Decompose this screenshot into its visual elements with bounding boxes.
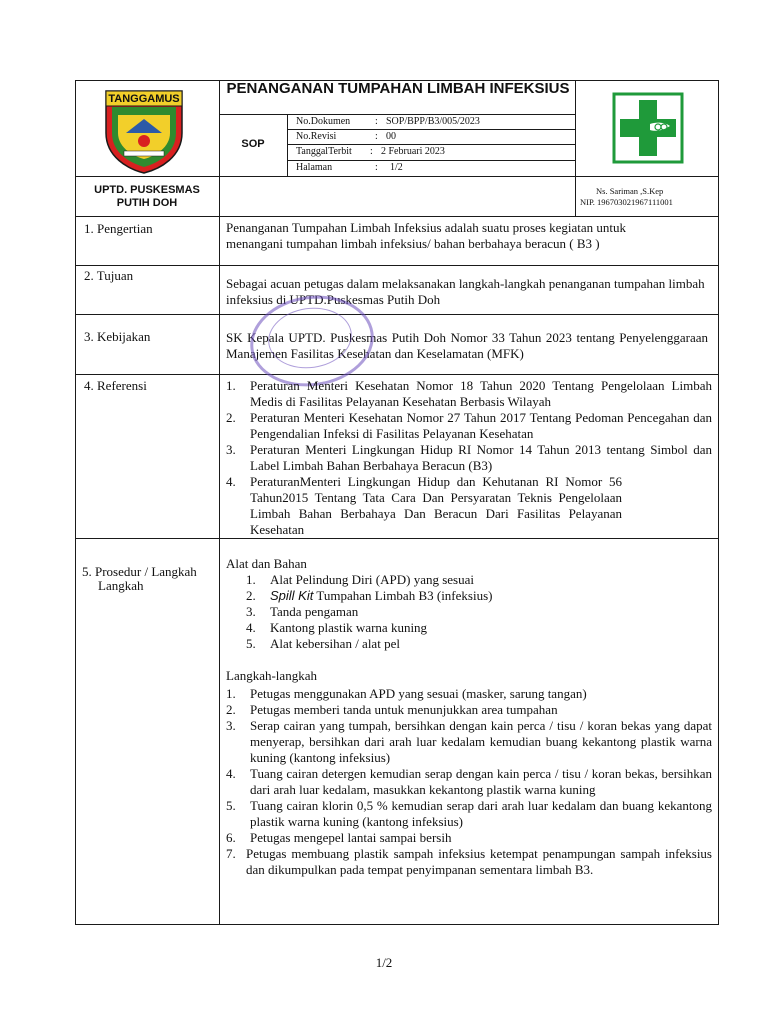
langkah-title: Langkah-langkah xyxy=(226,668,317,683)
meta-label-dokumen: No.Dokumen xyxy=(296,116,351,127)
row-divider-3 xyxy=(75,374,719,375)
meta-value-dokumen: SOP/BPP/B3/005/2023 xyxy=(386,116,480,127)
table-border-right xyxy=(718,80,719,925)
text-tujuan: Sebagai acuan petugas dalam melaksanakan langkah-langkah penanganan tumpahan limbah infeksius di UPTD.Puskesmas Putih Doh xyxy=(226,276,705,307)
meta-label-revisi: No.Revisi xyxy=(296,131,337,142)
table-border-bottom xyxy=(75,924,719,925)
list-item: 4. PeraturanMenteri Lingkungan Hidup dan Kehutanan RI Nomor 56 Tahun2015 Tentang Tata Cara Dan Persyaratan Teknis Pengelolaan Limbah Bahan Berbahaya Dan Beracun Dari Fasilitas Pelayanan Kesehatan xyxy=(226,474,622,537)
signer-name: Ns. Sariman ,S.Kep xyxy=(596,186,664,196)
row-divider-1 xyxy=(75,265,719,266)
list-item: 2. Peraturan Menteri Kesehatan Nomor 27 Tahun 2017 Tentang Pedoman Pencegahan dan Pengendalian Infeksi di Fasilitas Pelayanan Kesehatan xyxy=(226,410,712,441)
tanggamus-logo xyxy=(100,85,188,175)
list-item: 3. Peraturan Menteri Lingkungan Hidup RI Nomor 14 Tahun 2013 tentang Simbol dan Label Limbah Bahan Berbahaya Beracun (B3) xyxy=(226,442,712,473)
text-pengertian: Penanganan Tumpahan Limbah Infeksius adalah suatu proses kegiatan untuk menangani tumpahan limbah infeksius/ bahan berbahaya beracun ( B3 ) xyxy=(226,220,627,251)
logo-text: TANGGAMUS xyxy=(108,93,180,105)
label-pengertian: 1. Pengertian xyxy=(84,221,153,236)
meta-value-terbit: 2 Februari 2023 xyxy=(381,146,445,157)
list-item: 5. Tuang cairan klorin 0,5 % kemudian serap dari arah luar kedalam dan buang kekantong plastik warna kuning (kantong infeksius) xyxy=(226,798,712,829)
meta-value-revisi: 00 xyxy=(386,131,396,142)
list-item: 4. Kantong plastik warna kuning xyxy=(246,620,428,635)
header-bottom xyxy=(75,216,719,217)
list-item: 1. Peraturan Menteri Kesehatan Nomor 18 Tahun 2020 Tentang Pengelolaan Limbah Medis di Fasilitas Pelayanan Kesehatan Berbasis Wilayah xyxy=(226,378,712,409)
referensi-list xyxy=(226,378,712,538)
list-item: 1. Alat Pelindung Diri (APD) yang sesuai xyxy=(246,572,475,587)
meta-row-2 xyxy=(287,144,576,145)
meta-sep-dokumen: : xyxy=(375,116,378,127)
body-column-divider xyxy=(219,216,220,925)
list-item: 2. Spill Kit Tumpahan Limbah B3 (infeksius) xyxy=(246,588,493,603)
list-item: 6. Petugas mengepel lantai sampai bersih xyxy=(226,830,452,845)
list-item: 3. Tanda pengaman xyxy=(246,604,359,619)
alat-list xyxy=(246,572,686,652)
list-item: 1. Petugas menggunakan APD yang sesuai (masker, sarung tangan) xyxy=(226,686,587,701)
label-tujuan: 2. Tujuan xyxy=(84,268,134,283)
label-kebijakan: 3. Kebijakan xyxy=(84,329,151,344)
signer-nip: NIP. 196703021967111001 xyxy=(580,197,673,207)
document-title: PENANGANAN TUMPAHAN LIMBAH INFEKSIUS xyxy=(226,80,570,97)
list-item: 2. Petugas memberi tanda untuk menunjukkan area tumpahan xyxy=(226,702,558,717)
label-prosedur-line1: 5. Prosedur / Langkah xyxy=(82,564,197,579)
header-row-divider xyxy=(75,176,719,177)
list-item: 7. Petugas membuang plastik sampah infeksius ketempat penampungan sampah infeksius dan dikumpulkan pada tempat penyimpanan sementara limbah B3. xyxy=(226,846,712,877)
meta-label-terbit: TanggalTerbit xyxy=(296,146,352,157)
langkah-list xyxy=(226,686,712,878)
page-number: 1/2 xyxy=(375,955,393,970)
label-prosedur-line2: Langkah xyxy=(98,578,144,593)
meta-row-3 xyxy=(287,160,576,161)
meta-sep-revisi: : xyxy=(375,131,378,142)
meta-divider xyxy=(287,114,288,176)
org-name-line1: UPTD. PUSKESMAS xyxy=(94,184,200,196)
row-divider-2 xyxy=(75,314,719,315)
title-underline xyxy=(219,114,576,115)
header-divider-right xyxy=(575,80,576,216)
list-item: 3. Serap cairan yang tumpah, bersihkan dengan kain perca / tisu / koran bekas yang dapat menyerap, bersihkan dari arah luar kedalam kemudian buang kekantong plastik warna kuning (kantong infeksius) xyxy=(226,718,712,765)
row-divider-4 xyxy=(75,538,719,539)
meta-value-halaman: 1/2 xyxy=(390,162,403,173)
alat-title: Alat dan Bahan xyxy=(226,556,307,571)
text-kebijakan: SK Kepala UPTD. Puskesmas Putih Doh Nomor 33 Tahun 2023 tentang Penyelenggaraan Manajemen Fasilitas Kesehatan dan Keselamatan (MFK) xyxy=(226,330,708,361)
meta-row-1 xyxy=(287,129,576,130)
sop-label: SOP xyxy=(241,138,265,150)
meta-sep-halaman: : xyxy=(375,162,378,173)
label-referensi: 4. Referensi xyxy=(84,378,147,393)
meta-label-halaman: Halaman xyxy=(296,162,333,173)
meta-sep-terbit: : xyxy=(370,146,373,157)
list-item: 5. Alat kebersihan / alat pel xyxy=(246,636,400,651)
list-item: 4. Tuang cairan detergen kemudian serap dengan kain perca / tisu / koran bekas, bersihkan dari arah luar kedalam, masukkan kekantong plastik warna kuning xyxy=(226,766,712,797)
green-cross-icon xyxy=(612,92,684,164)
org-name-line2: PUTIH DOH xyxy=(116,197,178,209)
